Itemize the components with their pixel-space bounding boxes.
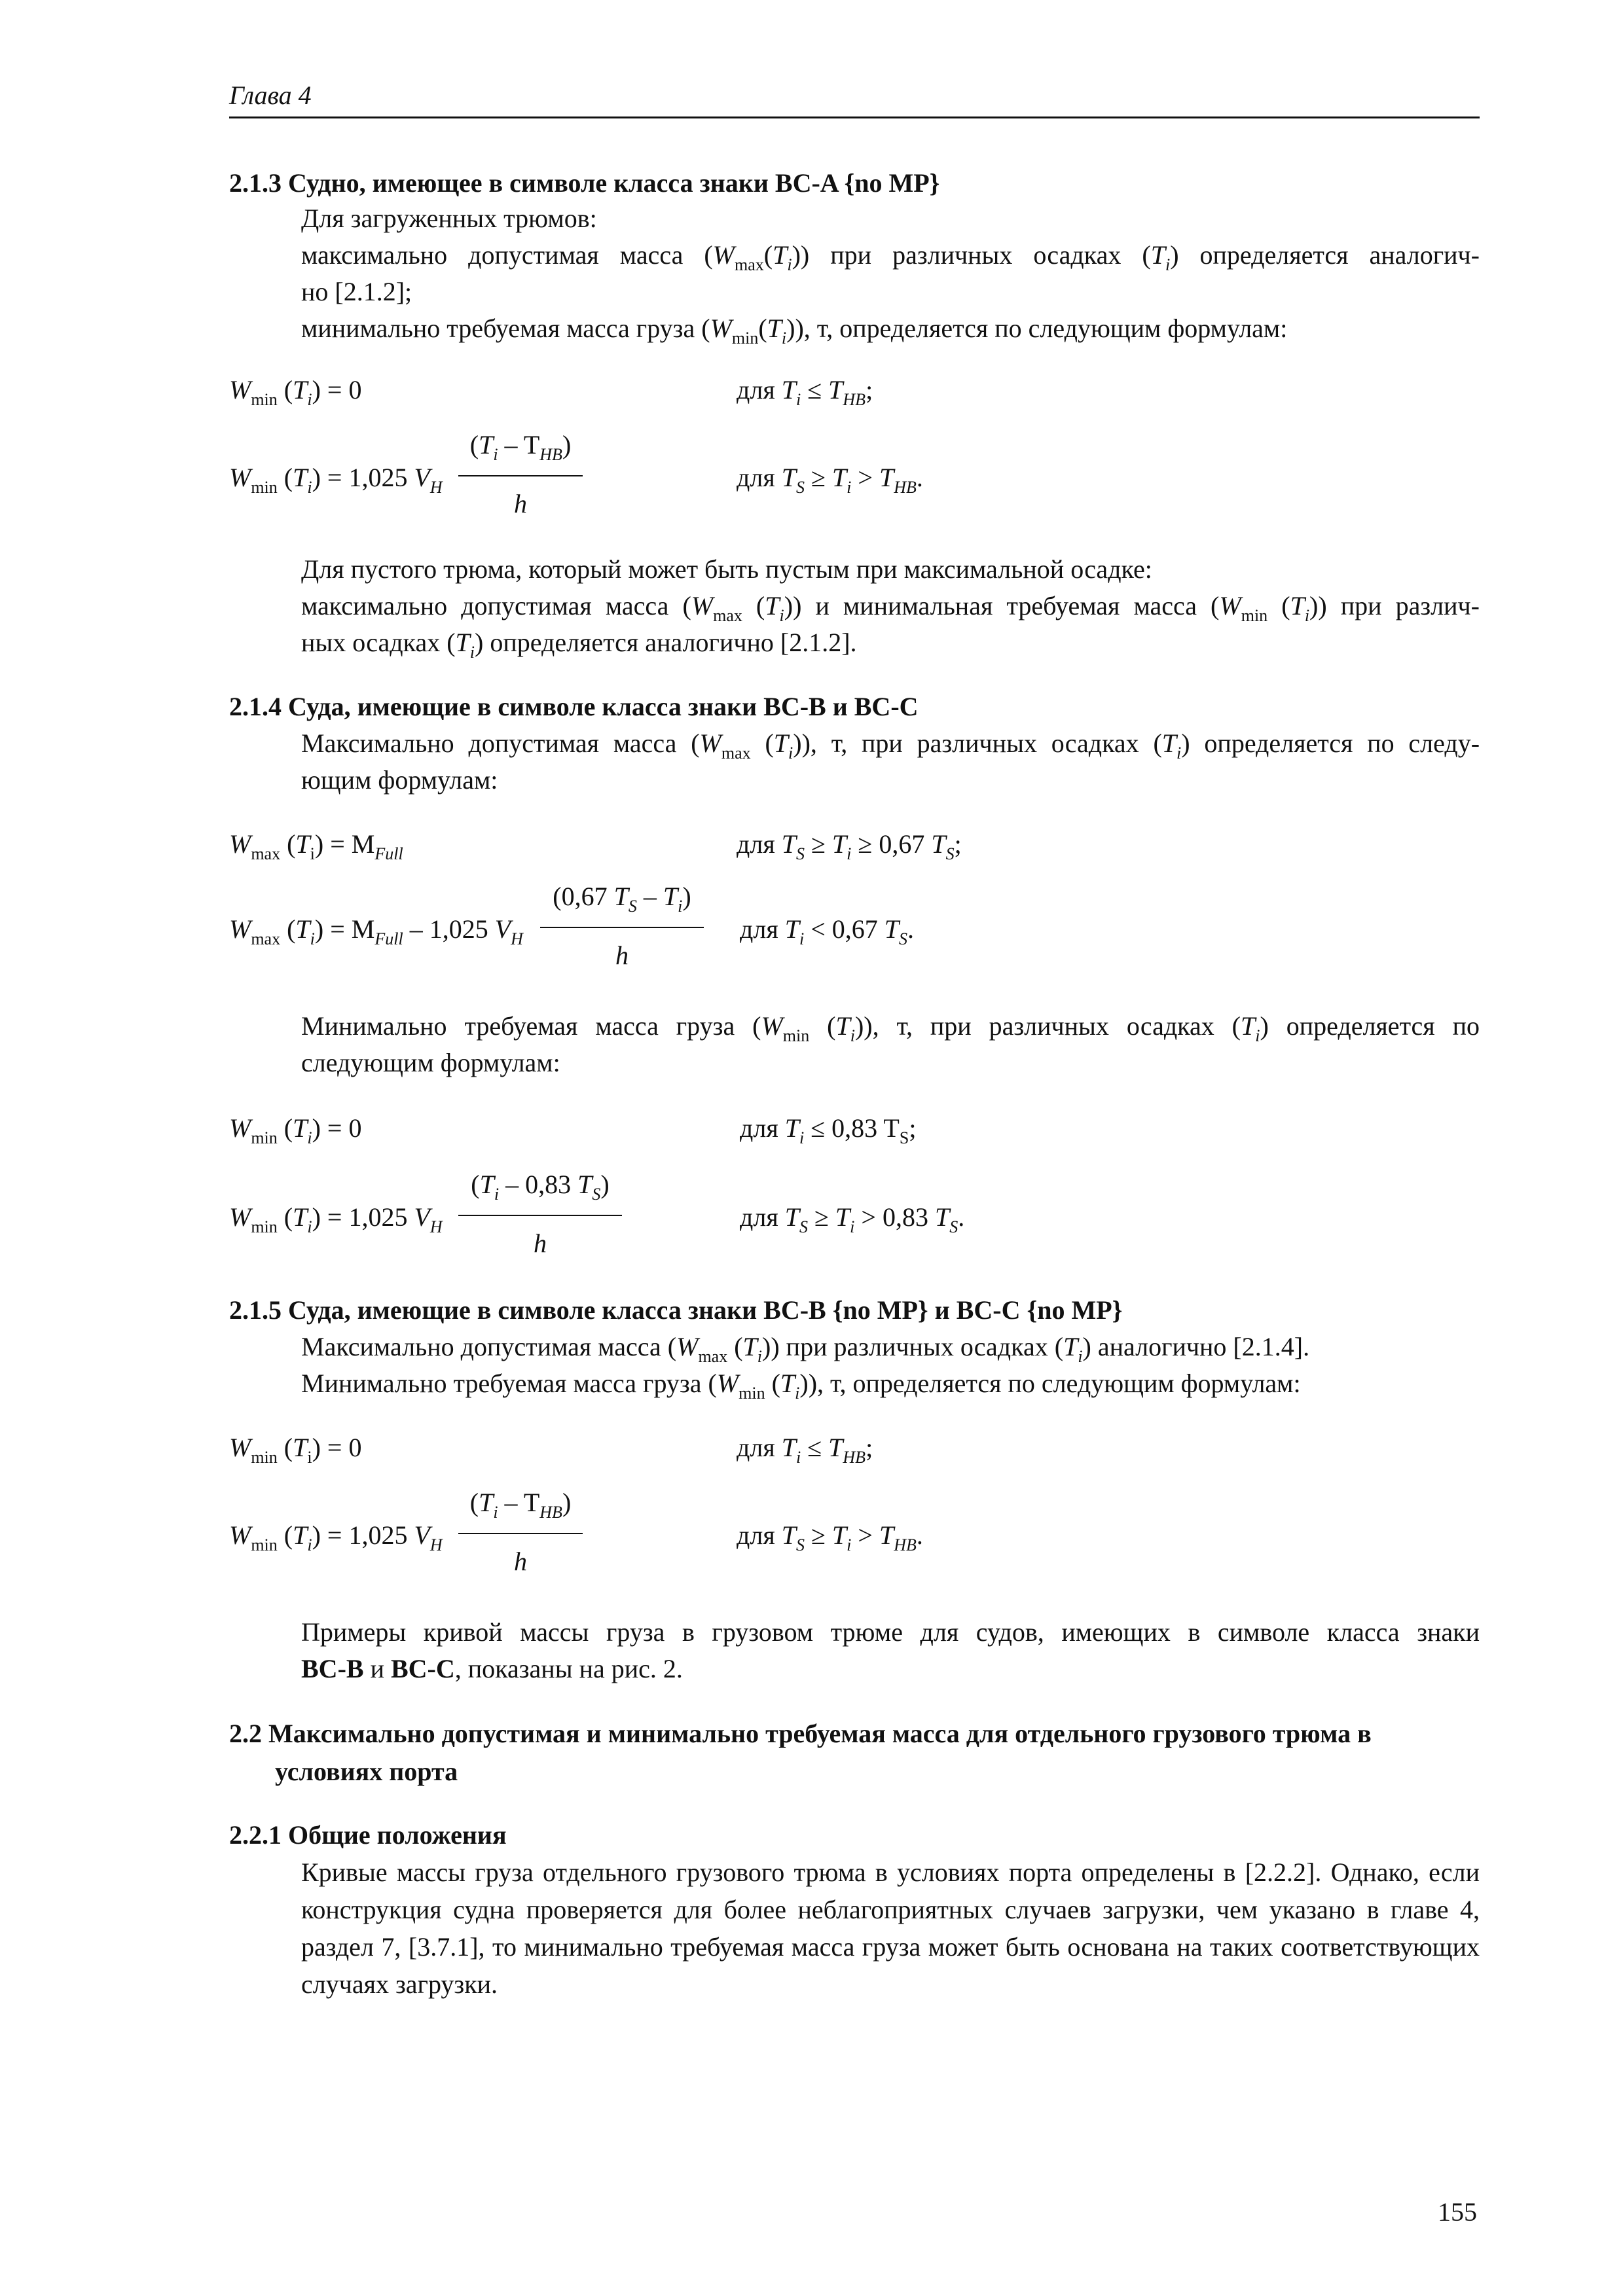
s213-formula-2-condition: для $T_S \ge T_i > T_{HB}$. <box>737 463 923 497</box>
s214-formula-4-numerator: ($T_i - 0,83$ $T_S$) <box>471 1170 610 1204</box>
s215-formula-1-lhs: $W_{min}$ $(T_i) = 0$ <box>229 1433 362 1467</box>
s213-formula-1-condition: для $T_i \le T_{HB}$; <box>737 375 873 409</box>
s214-formula-2-numerator: (0,67 $T_S - T_i$) <box>553 882 691 916</box>
s215-para-1: Максимально допустимая масса ($W_{max}$ $(T_i)$) при различных осадках $(T_i)$ аналогично [2.1.4]. <box>301 1332 1310 1366</box>
s221-para-1: Кривые массы груза отдельного грузового трюма в условиях порта определены в [2.2.2]. Однако, если конструкция судна проверяется для более неблагоприятных случаев загрузки, чем указано в главе 4, раздел 7, [3.7.1], то минимально требуемая масса груза может быть основана на таких соответствующих случаях загрузки. <box>301 1857 1480 1999</box>
s215-para-3-line-1: Примеры кривой массы груза в грузовом трюме для судов, имеющих в символе класса знаки <box>301 1617 1480 1647</box>
s213-para-3: минимально требуемая масса груза $(W_{min}(T_i))$, т, определяется по следующим формулам: <box>301 314 1288 348</box>
s213-formula-2-fraction-bar <box>458 475 583 476</box>
s214-formula-2-lhs: $W_{max}$ $(T_i) = M_{Full} - 1,025$ $V_H$ <box>229 914 523 948</box>
page-number: 155 <box>1438 2197 1477 2227</box>
s213-formula-2-numerator: $(T_i - T_{HB})$ <box>469 430 572 464</box>
s213-para-1: Для загруженных трюмов: <box>301 204 597 233</box>
running-header: Глава 4 <box>229 81 312 110</box>
s214-formula-2-denominator: h <box>615 941 629 970</box>
s213-para-2-line-1: максимально допустимая масса $(W_{max}(T_i))$ при различных осадках $(T_i)$ определяется аналогич- <box>301 240 1480 274</box>
section-2-2-title: 2.2 Максимально допустимая и минимально требуемая масса для отдельного грузового трюма в условиях порта <box>229 1719 1372 1786</box>
section-2-2-1-title: 2.2.1 Общие положения <box>229 1820 507 1850</box>
s215-formula-2-lhs: $W_{min}$ $(T_i) = 1,025$ $V_H$ <box>229 1520 443 1554</box>
s214-formula-2-fraction-bar <box>540 927 704 928</box>
section-2-1-4-title: 2.1.4 Суда, имеющие в символе класса знаки BC-B и BC-C <box>229 692 919 721</box>
s213-formula-2-lhs: $W_{min}$ $(T_i) = 1,025$ $V_H$ <box>229 463 443 497</box>
s214-para-2-line-2: следующим формулам: <box>301 1048 560 1077</box>
s214-formula-4-condition: для $T_S \ge T_i > 0,83$ $T_S$. <box>740 1202 965 1236</box>
s214-formula-3-lhs: $W_{min}$ $(T_i) = 0$ <box>229 1113 362 1147</box>
header-rule <box>229 117 1480 118</box>
section-2-1-5-title: 2.1.5 Суда, имеющие в символе класса знаки BC-B {no MP} и BC-C {no MP} <box>229 1295 1123 1325</box>
s214-para-1-line-2: ющим формулам: <box>301 765 498 795</box>
s215-formula-2-condition: для $T_S \ge T_i > T_{HB}$. <box>737 1520 923 1554</box>
s213-para-5-line-2: ных осадках $(T_i)$ определяется аналогично [2.1.2]. <box>301 628 857 662</box>
s214-formula-4-fraction-bar <box>458 1215 622 1216</box>
s215-formula-2-numerator: $(T_i - T_{HB})$ <box>469 1488 572 1522</box>
s213-para-5-line-1: максимально допустимая масса ($W_{max}$ $(T_i)$) и минимальная требуемая масса ($W_{min}$ $(T_i)$) при различ- <box>301 591 1480 625</box>
s214-para-2-line-1: Минимально требуемая масса груза ($W_{min}$ $(T_i)$), т, при различных осадках $(T_i)$ определяется по <box>301 1011 1480 1045</box>
s214-formula-4-denominator: h <box>534 1229 547 1258</box>
section-2-1-3-title: 2.1.3 Судно, имеющее в символе класса знаки BC-A {no MP} <box>229 168 940 198</box>
s213-formula-2-denominator: h <box>514 489 527 518</box>
s214-formula-4-lhs: $W_{min}$ $(T_i) = 1,025$ $V_H$ <box>229 1202 443 1236</box>
s213-formula-1-lhs: $W_{min}$ $(T_i) = 0$ <box>229 375 362 409</box>
s214-formula-1-condition: для $T_S \ge T_i \ge 0,67$ $T_S$; <box>737 829 962 863</box>
s215-formula-2-denominator: h <box>514 1547 527 1576</box>
s215-para-3-line-2: BC-B и BC-C, показаны на рис. 2. <box>301 1654 683 1683</box>
s215-para-2: Минимально требуемая масса груза ($W_{min}$ $(T_i)$), т, определяется по следующим формулам: <box>301 1369 1301 1403</box>
s213-para-2-line-2: но [2.1.2]; <box>301 277 412 306</box>
s214-formula-2-condition: для $T_i < 0,67$ $T_S$. <box>740 914 915 948</box>
s214-formula-3-condition: для $T_i \le 0,83$ $T_S$; <box>740 1113 917 1147</box>
s214-formula-1-lhs: $W_{max}$ $(T_i) = M_{Full}$ <box>229 829 403 863</box>
s215-formula-2-fraction-bar <box>458 1533 583 1534</box>
s215-formula-1-condition: для $T_i \le T_{HB}$; <box>737 1433 873 1467</box>
s214-para-1-line-1: Максимально допустимая масса ($W_{max}$ $(T_i)$), т, при различных осадках $(T_i)$ определяется по следу- <box>301 728 1480 762</box>
s213-para-4: Для пустого трюма, который может быть пустым при максимальной осадке: <box>301 554 1152 584</box>
